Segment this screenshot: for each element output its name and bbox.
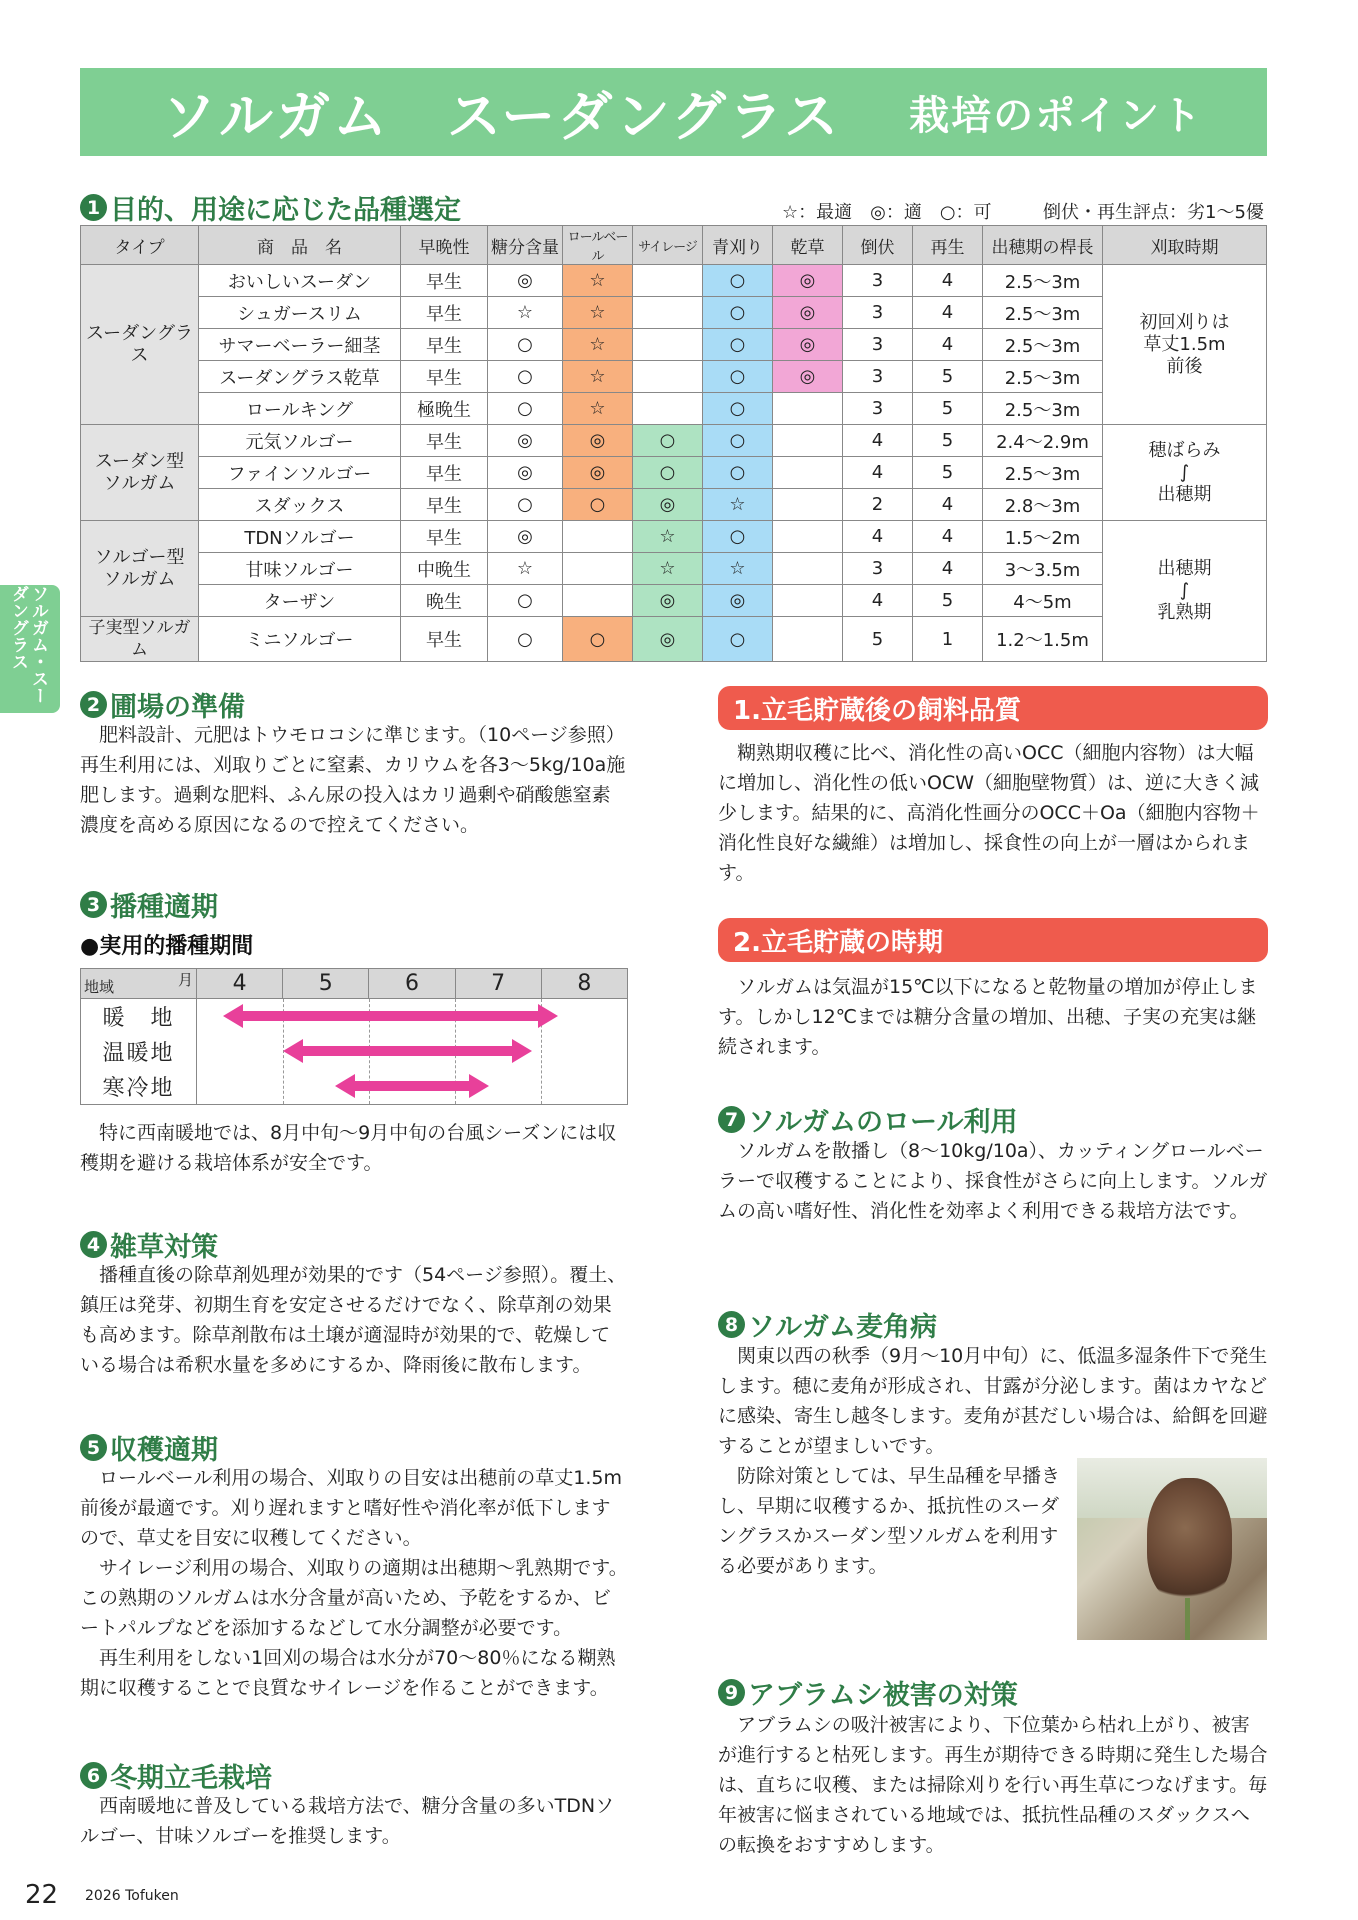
maturity-cell: 早生 xyxy=(401,265,488,297)
green-chop-cell: ○ xyxy=(703,329,773,361)
storage-quality-text: 糊熟期収穫に比べ、消化性の高いOCC（細胞内容物）は大幅に増加し、消化性の低いOCW（細胞壁物質）は、逆に大きく減少します。結果的に、高消化性画分のOCC＋Oa（細胞内容物＋消化性良好な繊維）は増加し、採食性の向上が一層はかられます。 xyxy=(718,742,1260,884)
sowing-corner-cell xyxy=(81,969,197,999)
roll-bale-cell: ☆ xyxy=(563,393,633,425)
hay-cell xyxy=(773,585,843,617)
green-chop-cell: ○ xyxy=(703,425,773,457)
silage-cell: ◎ xyxy=(633,617,703,662)
maturity-cell: 早生 xyxy=(401,297,488,329)
section-number-badge: 9 xyxy=(718,1679,745,1706)
maturity-cell: 早生 xyxy=(401,457,488,489)
hay-cell xyxy=(773,425,843,457)
section-3-heading xyxy=(80,885,218,924)
storage-timing-heading: 2.立毛貯蔵の時期 xyxy=(718,918,1268,962)
symbol-legend: ☆：最適 ◎：適 ○：可 xyxy=(782,202,992,223)
section-6-heading xyxy=(80,1756,272,1795)
type-group-cell: スーダン型 ソルガム xyxy=(81,425,199,521)
green-chop-cell: ○ xyxy=(703,457,773,489)
maturity-cell: 早生 xyxy=(401,521,488,553)
stem-length-cell: 3～3.5m xyxy=(983,553,1103,585)
col-sugar: 糖分含量 xyxy=(488,226,563,265)
section-title: 目的、用途に応じた品種選定 xyxy=(110,195,461,226)
section-number-badge: 5 xyxy=(80,1434,107,1461)
section-9-heading xyxy=(718,1673,1018,1712)
green-chop-cell: ◎ xyxy=(703,585,773,617)
sugar-cell: ○ xyxy=(488,329,563,361)
table-row xyxy=(81,521,1267,553)
hay-cell: ◎ xyxy=(773,361,843,393)
regrowth-cell: 5 xyxy=(913,393,983,425)
lodging-cell: 5 xyxy=(843,617,913,662)
title-banner xyxy=(80,68,1267,156)
stem-length-cell: 2.5～3m xyxy=(983,457,1103,489)
sowing-period-table xyxy=(80,968,628,1105)
region-label: 温暖地 xyxy=(81,1034,197,1069)
variety-name-cell: ターザン xyxy=(199,585,401,617)
maturity-cell: 早生 xyxy=(401,425,488,457)
regrowth-cell: 4 xyxy=(913,553,983,585)
lodging-cell: 4 xyxy=(843,585,913,617)
silage-cell: ○ xyxy=(633,425,703,457)
storage-quality-heading: 1.立毛貯蔵後の飼料品質 xyxy=(718,686,1268,730)
stem-length-cell: 2.5～3m xyxy=(983,329,1103,361)
variety-name-cell: 元気ソルゴー xyxy=(199,425,401,457)
green-chop-cell: ○ xyxy=(703,265,773,297)
footer-text: 2026 Tofuken xyxy=(85,1888,179,1904)
lodging-cell: 4 xyxy=(843,425,913,457)
col-roll: ロールベール xyxy=(563,226,633,265)
hay-cell xyxy=(773,617,843,662)
section-title: 冬期立毛栽培 xyxy=(110,1763,272,1794)
silage-cell xyxy=(633,265,703,297)
stem-length-cell: 2.5～3m xyxy=(983,361,1103,393)
sugar-cell: ◎ xyxy=(488,457,563,489)
month-header: 4 xyxy=(197,969,283,999)
variety-name-cell: おいしいスーダン xyxy=(199,265,401,297)
month-header: 7 xyxy=(455,969,541,999)
section-5-heading xyxy=(80,1428,218,1467)
lodging-cell: 3 xyxy=(843,553,913,585)
table-row xyxy=(81,457,1267,489)
stem-length-cell: 1.2～1.5m xyxy=(983,617,1103,662)
roll-bale-cell: ☆ xyxy=(563,265,633,297)
maturity-cell: 晩生 xyxy=(401,585,488,617)
type-group-cell: 子実型ソルガム xyxy=(81,617,199,662)
sowing-bars-area xyxy=(197,999,628,1105)
green-chop-cell: ○ xyxy=(703,297,773,329)
sugar-cell: ○ xyxy=(488,361,563,393)
roll-bale-cell: ◎ xyxy=(563,425,633,457)
roll-bale-cell: ◎ xyxy=(563,457,633,489)
page-subtitle: 栽培のポイント xyxy=(909,92,1204,139)
sowing-chart-canvas xyxy=(197,999,627,1104)
variety-name-cell: サマーベーラー細茎 xyxy=(199,329,401,361)
green-chop-cell: ○ xyxy=(703,393,773,425)
month-header: 5 xyxy=(283,969,369,999)
variety-table xyxy=(80,225,1267,662)
col-maturity: 早晩性 xyxy=(401,226,488,265)
table-row xyxy=(81,553,1267,585)
table-row xyxy=(81,329,1267,361)
lodging-cell: 2 xyxy=(843,489,913,521)
hay-cell: ◎ xyxy=(773,329,843,361)
sowing-subheading: ●実用的播種期間 xyxy=(80,934,254,959)
section-title: 収穫適期 xyxy=(110,1435,218,1466)
table-row xyxy=(81,617,1267,662)
maturity-cell: 早生 xyxy=(401,617,488,662)
rating-legend: 倒伏・再生評点：劣1～5優 xyxy=(1043,202,1264,223)
sowing-period-arrow xyxy=(241,1011,540,1021)
sowing-header-row xyxy=(81,969,628,999)
table-row xyxy=(81,297,1267,329)
stem-length-cell: 2.4～2.9m xyxy=(983,425,1103,457)
roll-bale-cell: ☆ xyxy=(563,329,633,361)
harvest-time-cell: 初回刈りは 草丈1.5m 前後 xyxy=(1103,265,1267,425)
section-1-heading xyxy=(80,188,461,227)
hay-cell xyxy=(773,521,843,553)
hay-cell xyxy=(773,553,843,585)
variety-name-cell: ファインソルゴー xyxy=(199,457,401,489)
silage-cell: ○ xyxy=(633,457,703,489)
section-8-heading xyxy=(718,1305,937,1344)
sugar-cell: ◎ xyxy=(488,425,563,457)
stem-length-cell: 2.8～3m xyxy=(983,489,1103,521)
regrowth-cell: 5 xyxy=(913,585,983,617)
section-number-badge: 4 xyxy=(80,1231,107,1258)
side-tab-label: ソルガム・スーダングラス xyxy=(8,585,48,704)
lodging-cell: 3 xyxy=(843,361,913,393)
section-5-text: ロールベール利用の場合、刈取りの目安は出穂前の草丈1.5m前後が最適です。刈り遅れますと嗜好性や消化率が低下しますので、草丈を目安に収穫してください。 サイレージ利用の場合、刈取りの適期は出穂期～乳熟期です。この熟期のソルガムは水分含量が高いため、予乾をするか、ビートパルプなどを添加するなどして水分調整が必要です。 再生利用をしない1回刈の場合は水分が70～80％になる糊熟期に収穫することで良質なサイレージを作ることができます。 xyxy=(80,1467,628,1699)
lodging-cell: 3 xyxy=(843,297,913,329)
stem-length-cell: 1.5～2m xyxy=(983,521,1103,553)
harvest-time-cell: 出穂期 ∫ 乳熟期 xyxy=(1103,521,1267,662)
maturity-cell: 極晩生 xyxy=(401,393,488,425)
sorghum-stem xyxy=(1185,1598,1190,1640)
sowing-period-arrow xyxy=(301,1046,514,1056)
section-4-text: 播種直後の除草剤処理が効果的です（54ページ参照）。覆土、鎮圧は発芽、初期生育を安定させるだけでなく、除草剤の効果も高めます。除草剤散布は土壌が適湿時が効果的で、乾燥している場合は希釈水量を多めにするか、降雨後に散布します。 xyxy=(80,1264,627,1376)
section-8-text-2: 防除対策としては、早生品種を早播きし、早期に収穫するか、抵抗性のスーダングラスかスーダン型ソルガムを利用する必要があります。 xyxy=(718,1465,1061,1577)
col-regrowth: 再生 xyxy=(913,226,983,265)
regrowth-cell: 5 xyxy=(913,425,983,457)
hay-cell xyxy=(773,457,843,489)
variety-name-cell: スダックス xyxy=(199,489,401,521)
regrowth-cell: 4 xyxy=(913,329,983,361)
regrowth-cell: 4 xyxy=(913,489,983,521)
section-4-heading xyxy=(80,1225,218,1264)
green-chop-cell: ☆ xyxy=(703,553,773,585)
section-9-text: アブラムシの吸汁被害により、下位葉から枯れ上がり、被害が進行すると枯死します。再生が期待できる時期に発生した場合は、直ちに収穫、または掃除刈りを行い再生草につなげます。毎年被害に悩まされている地域では、抵抗性品種のスダックスへの転換をおすすめします。 xyxy=(718,1714,1268,1856)
regrowth-cell: 5 xyxy=(913,361,983,393)
section-title: 圃場の準備 xyxy=(110,692,245,723)
section-title: 雑草対策 xyxy=(110,1232,218,1263)
roll-bale-cell: ○ xyxy=(563,489,633,521)
col-height: 出穂期の桿長 xyxy=(983,226,1103,265)
sugar-cell: ○ xyxy=(488,489,563,521)
green-chop-cell: ○ xyxy=(703,617,773,662)
lodging-cell: 3 xyxy=(843,265,913,297)
type-group-cell: スーダングラス xyxy=(81,265,199,425)
variety-name-cell: スーダングラス乾草 xyxy=(199,361,401,393)
stem-length-cell: 2.5～3m xyxy=(983,393,1103,425)
maturity-cell: 中晩生 xyxy=(401,553,488,585)
sugar-cell: ☆ xyxy=(488,553,563,585)
maturity-cell: 早生 xyxy=(401,329,488,361)
side-index-tab[interactable] xyxy=(0,585,60,713)
roll-bale-cell: ☆ xyxy=(563,297,633,329)
col-silage: サイレージ xyxy=(633,226,703,265)
table-row xyxy=(81,393,1267,425)
lodging-cell: 4 xyxy=(843,457,913,489)
green-chop-cell: ○ xyxy=(703,361,773,393)
roll-bale-cell xyxy=(563,585,633,617)
section-7-text: ソルガムを散播し（8～10kg/10a）、カッティングロールベーラーで収穫することにより、採食性がさらに向上します。ソルガムの高い嗜好性、消化性を効率よく利用できる栽培方法です。 xyxy=(718,1140,1268,1222)
table-row xyxy=(81,489,1267,521)
regrowth-cell: 4 xyxy=(913,521,983,553)
sugar-cell: ☆ xyxy=(488,297,563,329)
sowing-period-arrow xyxy=(353,1081,472,1091)
section-number-badge: 8 xyxy=(718,1311,745,1338)
section-title: ソルガム麦角病 xyxy=(748,1312,937,1343)
lodging-cell: 3 xyxy=(843,329,913,361)
silage-cell: ◎ xyxy=(633,585,703,617)
lodging-cell: 4 xyxy=(843,521,913,553)
region-label: 暖 地 xyxy=(81,999,197,1034)
table-header-row xyxy=(81,226,1267,265)
region-label: 寒冷地 xyxy=(81,1069,197,1104)
page-title: ソルガム スーダングラス xyxy=(162,84,842,148)
sugar-cell: ○ xyxy=(488,393,563,425)
type-group-cell: ソルゴー型 ソルガム xyxy=(81,521,199,617)
roll-bale-cell: ○ xyxy=(563,617,633,662)
col-green: 青刈り xyxy=(703,226,773,265)
stem-length-cell: 4～5m xyxy=(983,585,1103,617)
sugar-cell: ◎ xyxy=(488,265,563,297)
harvest-time-cell: 穂ばらみ ∫ 出穂期 xyxy=(1103,425,1267,521)
section-number-badge: 1 xyxy=(80,194,107,221)
section-3-text: 特に西南暖地では、8月中旬～9月中旬の台風シーズンには収穫期を避ける栽培体系が安全です。 xyxy=(80,1122,617,1174)
roll-bale-cell xyxy=(563,553,633,585)
section-number-badge: 6 xyxy=(80,1762,107,1789)
section-title: 播種適期 xyxy=(110,892,218,923)
section-8-text: 関東以西の秋季（9月～10月中旬）に、低温多湿条件下で発生します。穂に麦角が形成され、甘露が分泌します。菌はカヤなどに感染、寄生し越冬します。麦角が甚だしい場合は、給餌を回避することが望ましいです。 xyxy=(718,1345,1268,1457)
month-header: 6 xyxy=(369,969,455,999)
variety-name-cell: 甘味ソルゴー xyxy=(199,553,401,585)
section-7-heading xyxy=(718,1100,1017,1139)
variety-name-cell: ロールキング xyxy=(199,393,401,425)
regrowth-cell: 1 xyxy=(913,617,983,662)
month-header: 8 xyxy=(541,969,627,999)
col-name: 商 品 名 xyxy=(199,226,401,265)
col-lodging: 倒伏 xyxy=(843,226,913,265)
hay-cell xyxy=(773,393,843,425)
green-chop-cell: ☆ xyxy=(703,489,773,521)
variety-name-cell: ミニソルゴー xyxy=(199,617,401,662)
section-number-badge: 2 xyxy=(80,691,107,718)
area-label: 地域 xyxy=(84,978,115,996)
table-row xyxy=(81,585,1267,617)
silage-cell xyxy=(633,361,703,393)
silage-cell: ☆ xyxy=(633,521,703,553)
variety-name-cell: TDNソルゴー xyxy=(199,521,401,553)
col-harvest: 刈取時期 xyxy=(1103,226,1267,265)
sugar-cell: ○ xyxy=(488,617,563,662)
section-number-badge: 3 xyxy=(80,891,107,918)
section-number-badge: 7 xyxy=(718,1106,745,1133)
hay-cell: ◎ xyxy=(773,265,843,297)
section-2-heading xyxy=(80,685,245,724)
lodging-cell: 3 xyxy=(843,393,913,425)
table-row xyxy=(81,361,1267,393)
table-row xyxy=(81,265,1267,297)
section-title: ソルガムのロール利用 xyxy=(748,1107,1018,1138)
table-row xyxy=(81,425,1267,457)
sowing-row xyxy=(81,999,628,1034)
silage-cell xyxy=(633,329,703,361)
roll-bale-cell xyxy=(563,521,633,553)
storage-timing-text: ソルガムは気温が15℃以下になると乾物量の増加が停止します。しかし12℃までは糖分含量の増加、出穂、子実の充実は継続されます。 xyxy=(718,976,1258,1058)
col-hay: 乾草 xyxy=(773,226,843,265)
sugar-cell: ○ xyxy=(488,585,563,617)
section-6-text: 西南暖地に普及している栽培方法で、糖分含量の多いTDNソルゴー、甘味ソルゴーを推奨します。 xyxy=(80,1795,615,1847)
stem-length-cell: 2.5～3m xyxy=(983,265,1103,297)
maturity-cell: 早生 xyxy=(401,361,488,393)
hay-cell: ◎ xyxy=(773,297,843,329)
regrowth-cell: 5 xyxy=(913,457,983,489)
col-type: タイプ xyxy=(81,226,199,265)
page-number: 22 xyxy=(25,1880,59,1910)
green-chop-cell: ○ xyxy=(703,521,773,553)
silage-cell: ☆ xyxy=(633,553,703,585)
sorghum-panicle xyxy=(1147,1478,1232,1603)
silage-cell xyxy=(633,297,703,329)
month-label: 月 xyxy=(177,971,193,989)
ergot-photo xyxy=(1077,1458,1267,1640)
silage-cell xyxy=(633,393,703,425)
roll-bale-cell: ☆ xyxy=(563,361,633,393)
maturity-cell: 早生 xyxy=(401,489,488,521)
regrowth-cell: 4 xyxy=(913,265,983,297)
hay-cell xyxy=(773,489,843,521)
variety-name-cell: シュガースリム xyxy=(199,297,401,329)
regrowth-cell: 4 xyxy=(913,297,983,329)
sugar-cell: ◎ xyxy=(488,521,563,553)
section-2-text: 肥料設計、元肥はトウモロコシに準じます。（10ページ参照）再生利用には、刈取りごとに窒素、カリウムを各3～5kg/10a施肥します。過剰な肥料、ふん尿の投入はカリ過剰や硝酸態窒素濃度を高める原因になるので控えてください。 xyxy=(80,724,626,836)
stem-length-cell: 2.5～3m xyxy=(983,297,1103,329)
silage-cell: ◎ xyxy=(633,489,703,521)
section-title: アブラムシ被害の対策 xyxy=(748,1680,1018,1711)
